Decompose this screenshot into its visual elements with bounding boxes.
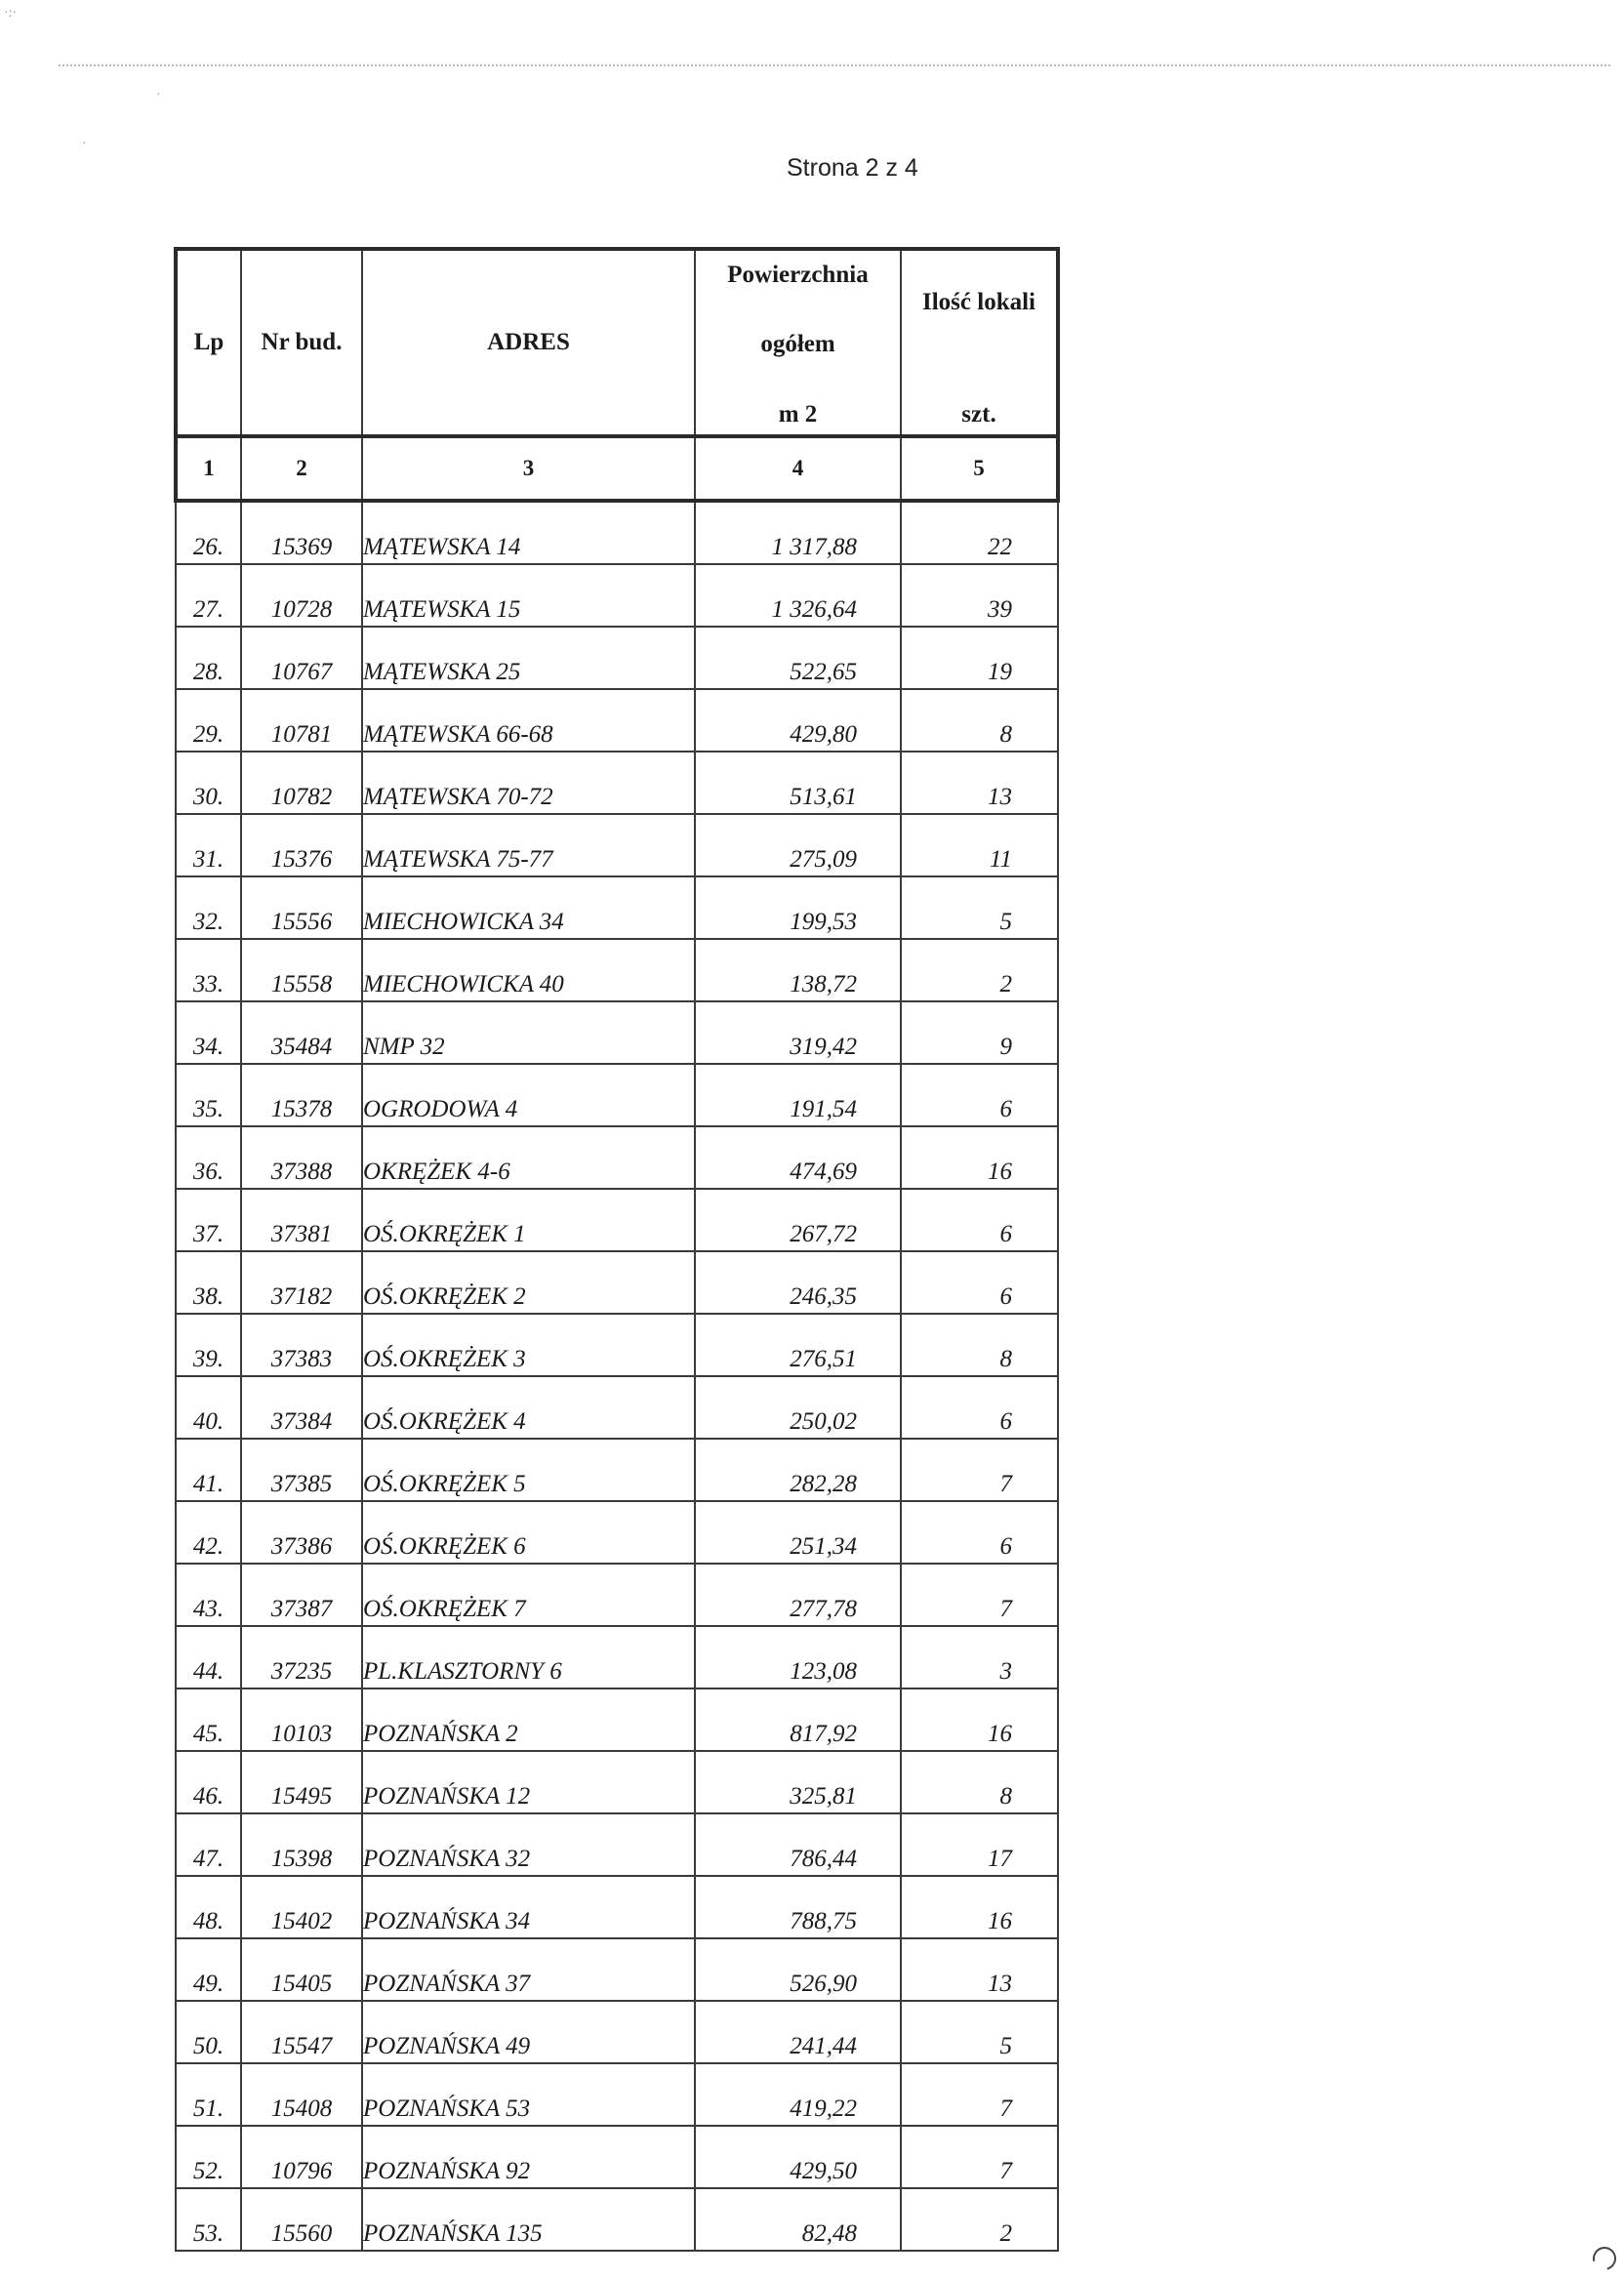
header-powierzchnia-line1: Powierzchnia xyxy=(727,262,869,288)
row-ilosc-lokali: 7 xyxy=(901,2126,1058,2188)
row-nr-bud: 15408 xyxy=(241,2063,362,2126)
row-powierzchnia: 191,54 xyxy=(695,1064,901,1126)
row-powierzchnia: 429,50 xyxy=(695,2126,901,2188)
column-number: 4 xyxy=(695,436,901,501)
row-ilosc-lokali: 19 xyxy=(901,627,1058,689)
row-nr-bud: 15405 xyxy=(241,1938,362,2001)
row-adres: MĄTEWSKA 75-77 xyxy=(362,814,695,876)
row-nr-bud: 10781 xyxy=(241,689,362,752)
column-number: 3 xyxy=(362,436,695,501)
row-nr-bud: 37388 xyxy=(241,1126,362,1189)
row-nr-bud: 15369 xyxy=(241,501,362,564)
row-adres: OGRODOWA 4 xyxy=(362,1064,695,1126)
page-corner-mark xyxy=(1589,2243,1621,2275)
column-number: 5 xyxy=(901,436,1058,501)
table-row xyxy=(176,1564,1058,1626)
table-row xyxy=(176,1626,1058,1688)
row-lp: 29. xyxy=(176,689,241,752)
scan-speck: ·:· xyxy=(4,6,18,20)
row-lp: 46. xyxy=(176,1751,241,1813)
row-nr-bud: 37386 xyxy=(241,1501,362,1564)
row-nr-bud: 37384 xyxy=(241,1376,362,1439)
row-adres: OŚ.OKRĘŻEK 6 xyxy=(362,1501,695,1564)
row-nr-bud: 35484 xyxy=(241,1001,362,1064)
row-lp: 51. xyxy=(176,2063,241,2126)
header-powierzchnia-line2: ogółem xyxy=(760,331,835,358)
row-powierzchnia: 123,08 xyxy=(695,1626,901,1688)
row-ilosc-lokali: 8 xyxy=(901,1751,1058,1813)
row-lp: 33. xyxy=(176,939,241,1001)
row-nr-bud: 15547 xyxy=(241,2001,362,2063)
row-powierzchnia: 429,80 xyxy=(695,689,901,752)
row-ilosc-lokali: 7 xyxy=(901,1439,1058,1501)
table-row xyxy=(176,689,1058,752)
column-number: 1 xyxy=(176,436,241,501)
scan-speck: · xyxy=(82,137,87,151)
row-lp: 36. xyxy=(176,1126,241,1189)
row-nr-bud: 37383 xyxy=(241,1314,362,1376)
row-ilosc-lokali: 5 xyxy=(901,2001,1058,2063)
row-nr-bud: 10796 xyxy=(241,2126,362,2188)
row-nr-bud: 37182 xyxy=(241,1251,362,1314)
row-adres: OŚ.OKRĘŻEK 3 xyxy=(362,1314,695,1376)
table-row xyxy=(176,2188,1058,2251)
row-lp: 49. xyxy=(176,1938,241,2001)
row-lp: 52. xyxy=(176,2126,241,2188)
row-ilosc-lokali: 2 xyxy=(901,2188,1058,2251)
row-lp: 39. xyxy=(176,1314,241,1376)
row-nr-bud: 15558 xyxy=(241,939,362,1001)
row-nr-bud: 10728 xyxy=(241,564,362,627)
row-ilosc-lokali: 6 xyxy=(901,1064,1058,1126)
row-ilosc-lokali: 7 xyxy=(901,2063,1058,2126)
row-adres: MĄTEWSKA 15 xyxy=(362,564,695,627)
header-ilosc-label: Ilość lokali xyxy=(922,289,1035,315)
row-adres: OŚ.OKRĘŻEK 1 xyxy=(362,1189,695,1251)
row-adres: MIECHOWICKA 40 xyxy=(362,939,695,1001)
scan-edge-line xyxy=(59,64,1610,66)
table-row xyxy=(176,564,1058,627)
table-row xyxy=(176,1439,1058,1501)
table-row xyxy=(176,501,1058,564)
row-ilosc-lokali: 6 xyxy=(901,1376,1058,1439)
row-ilosc-lokali: 22 xyxy=(901,501,1058,564)
row-adres: MĄTEWSKA 14 xyxy=(362,501,695,564)
table-row xyxy=(176,876,1058,939)
row-nr-bud: 15378 xyxy=(241,1064,362,1126)
table-row xyxy=(176,1314,1058,1376)
row-lp: 37. xyxy=(176,1189,241,1251)
row-powierzchnia: 474,69 xyxy=(695,1126,901,1189)
row-ilosc-lokali: 6 xyxy=(901,1189,1058,1251)
row-lp: 32. xyxy=(176,876,241,939)
row-ilosc-lokali: 6 xyxy=(901,1251,1058,1314)
row-powierzchnia: 817,92 xyxy=(695,1688,901,1751)
table-row xyxy=(176,1376,1058,1439)
row-adres: POZNAŃSKA 53 xyxy=(362,2063,695,2126)
row-powierzchnia: 282,28 xyxy=(695,1439,901,1501)
row-powierzchnia: 275,09 xyxy=(695,814,901,876)
header-powierzchnia xyxy=(695,249,901,436)
row-adres: POZNAŃSKA 49 xyxy=(362,2001,695,2063)
row-nr-bud: 15376 xyxy=(241,814,362,876)
row-adres: OŚ.OKRĘŻEK 5 xyxy=(362,1439,695,1501)
row-ilosc-lokali: 17 xyxy=(901,1813,1058,1876)
row-ilosc-lokali: 7 xyxy=(901,1564,1058,1626)
row-lp: 34. xyxy=(176,1001,241,1064)
row-powierzchnia: 786,44 xyxy=(695,1813,901,1876)
row-adres: OKRĘŻEK 4-6 xyxy=(362,1126,695,1189)
table-row xyxy=(176,1501,1058,1564)
row-lp: 53. xyxy=(176,2188,241,2251)
row-powierzchnia: 788,75 xyxy=(695,1876,901,1938)
row-adres: POZNAŃSKA 34 xyxy=(362,1876,695,1938)
row-ilosc-lokali: 5 xyxy=(901,876,1058,939)
row-powierzchnia: 251,34 xyxy=(695,1501,901,1564)
table-row xyxy=(176,1751,1058,1813)
row-ilosc-lokali: 11 xyxy=(901,814,1058,876)
row-lp: 38. xyxy=(176,1251,241,1314)
row-adres: POZNAŃSKA 12 xyxy=(362,1751,695,1813)
row-nr-bud: 15556 xyxy=(241,876,362,939)
table-row xyxy=(176,2126,1058,2188)
row-nr-bud: 37385 xyxy=(241,1439,362,1501)
row-adres: OŚ.OKRĘŻEK 2 xyxy=(362,1251,695,1314)
row-powierzchnia: 419,22 xyxy=(695,2063,901,2126)
row-lp: 28. xyxy=(176,627,241,689)
table-row xyxy=(176,1001,1058,1064)
row-powierzchnia: 1 317,88 xyxy=(695,501,901,564)
table-row xyxy=(176,1064,1058,1126)
buildings-table xyxy=(174,247,1060,2252)
row-ilosc-lokali: 16 xyxy=(901,1876,1058,1938)
row-powierzchnia: 82,48 xyxy=(695,2188,901,2251)
row-lp: 40. xyxy=(176,1376,241,1439)
row-powierzchnia: 522,65 xyxy=(695,627,901,689)
row-lp: 50. xyxy=(176,2001,241,2063)
row-powierzchnia: 267,72 xyxy=(695,1189,901,1251)
table-row xyxy=(176,1189,1058,1251)
row-nr-bud: 10782 xyxy=(241,752,362,814)
row-powierzchnia: 1 326,64 xyxy=(695,564,901,627)
row-lp: 45. xyxy=(176,1688,241,1751)
row-nr-bud: 37235 xyxy=(241,1626,362,1688)
row-ilosc-lokali: 16 xyxy=(901,1688,1058,1751)
row-adres: OŚ.OKRĘŻEK 4 xyxy=(362,1376,695,1439)
row-adres: NMP 32 xyxy=(362,1001,695,1064)
header-adres: ADRES xyxy=(362,249,695,436)
table-row xyxy=(176,752,1058,814)
row-ilosc-lokali: 6 xyxy=(901,1501,1058,1564)
row-lp: 44. xyxy=(176,1626,241,1688)
row-ilosc-lokali: 13 xyxy=(901,1938,1058,2001)
row-adres: POZNAŃSKA 92 xyxy=(362,2126,695,2188)
row-lp: 43. xyxy=(176,1564,241,1626)
table-row xyxy=(176,814,1058,876)
header-nr-bud: Nr bud. xyxy=(241,249,362,436)
row-adres: POZNAŃSKA 135 xyxy=(362,2188,695,2251)
row-adres: OŚ.OKRĘŻEK 7 xyxy=(362,1564,695,1626)
row-powierzchnia: 513,61 xyxy=(695,752,901,814)
row-ilosc-lokali: 3 xyxy=(901,1626,1058,1688)
row-lp: 35. xyxy=(176,1064,241,1126)
row-adres: POZNAŃSKA 2 xyxy=(362,1688,695,1751)
header-ilosc-lokali xyxy=(901,249,1058,436)
row-lp: 47. xyxy=(176,1813,241,1876)
row-ilosc-lokali: 39 xyxy=(901,564,1058,627)
row-nr-bud: 15495 xyxy=(241,1751,362,1813)
row-adres: MĄTEWSKA 66-68 xyxy=(362,689,695,752)
table-row xyxy=(176,627,1058,689)
row-ilosc-lokali: 13 xyxy=(901,752,1058,814)
column-number: 2 xyxy=(241,436,362,501)
row-nr-bud: 15560 xyxy=(241,2188,362,2251)
row-powierzchnia: 250,02 xyxy=(695,1376,901,1439)
row-nr-bud: 10103 xyxy=(241,1688,362,1751)
row-powierzchnia: 276,51 xyxy=(695,1314,901,1376)
row-adres: POZNAŃSKA 37 xyxy=(362,1938,695,2001)
header-powierzchnia-unit: m 2 xyxy=(778,400,818,427)
row-lp: 26. xyxy=(176,501,241,564)
row-lp: 30. xyxy=(176,752,241,814)
row-nr-bud: 37387 xyxy=(241,1564,362,1626)
table-row xyxy=(176,2063,1058,2126)
page-number-label: Strona 2 z 4 xyxy=(787,154,918,182)
table-row xyxy=(176,1876,1058,1938)
row-powierzchnia: 199,53 xyxy=(695,876,901,939)
row-powierzchnia: 319,42 xyxy=(695,1001,901,1064)
row-powierzchnia: 526,90 xyxy=(695,1938,901,2001)
row-powierzchnia: 241,44 xyxy=(695,2001,901,2063)
row-lp: 41. xyxy=(176,1439,241,1501)
scan-speck: · xyxy=(156,88,161,102)
row-nr-bud: 10767 xyxy=(241,627,362,689)
table-row xyxy=(176,1938,1058,2001)
row-ilosc-lokali: 16 xyxy=(901,1126,1058,1189)
row-lp: 48. xyxy=(176,1876,241,1938)
table-body xyxy=(176,501,1058,2251)
row-ilosc-lokali: 2 xyxy=(901,939,1058,1001)
table-row xyxy=(176,1688,1058,1751)
table-row xyxy=(176,2001,1058,2063)
row-powierzchnia: 325,81 xyxy=(695,1751,901,1813)
row-adres: PL.KLASZTORNY 6 xyxy=(362,1626,695,1688)
header-lp: Lp xyxy=(176,249,241,436)
row-nr-bud: 37381 xyxy=(241,1189,362,1251)
row-ilosc-lokali: 9 xyxy=(901,1001,1058,1064)
row-powierzchnia: 277,78 xyxy=(695,1564,901,1626)
row-adres: MĄTEWSKA 70-72 xyxy=(362,752,695,814)
row-lp: 42. xyxy=(176,1501,241,1564)
row-powierzchnia: 246,35 xyxy=(695,1251,901,1314)
table-row xyxy=(176,1251,1058,1314)
row-adres: POZNAŃSKA 32 xyxy=(362,1813,695,1876)
header-ilosc-unit: szt. xyxy=(961,400,996,427)
row-adres: MIECHOWICKA 34 xyxy=(362,876,695,939)
row-lp: 31. xyxy=(176,814,241,876)
row-ilosc-lokali: 8 xyxy=(901,689,1058,752)
row-lp: 27. xyxy=(176,564,241,627)
row-adres: MĄTEWSKA 25 xyxy=(362,627,695,689)
row-powierzchnia: 138,72 xyxy=(695,939,901,1001)
table-row xyxy=(176,1813,1058,1876)
table-row xyxy=(176,939,1058,1001)
row-nr-bud: 15398 xyxy=(241,1813,362,1876)
row-ilosc-lokali: 8 xyxy=(901,1314,1058,1376)
table-row xyxy=(176,1126,1058,1189)
row-nr-bud: 15402 xyxy=(241,1876,362,1938)
